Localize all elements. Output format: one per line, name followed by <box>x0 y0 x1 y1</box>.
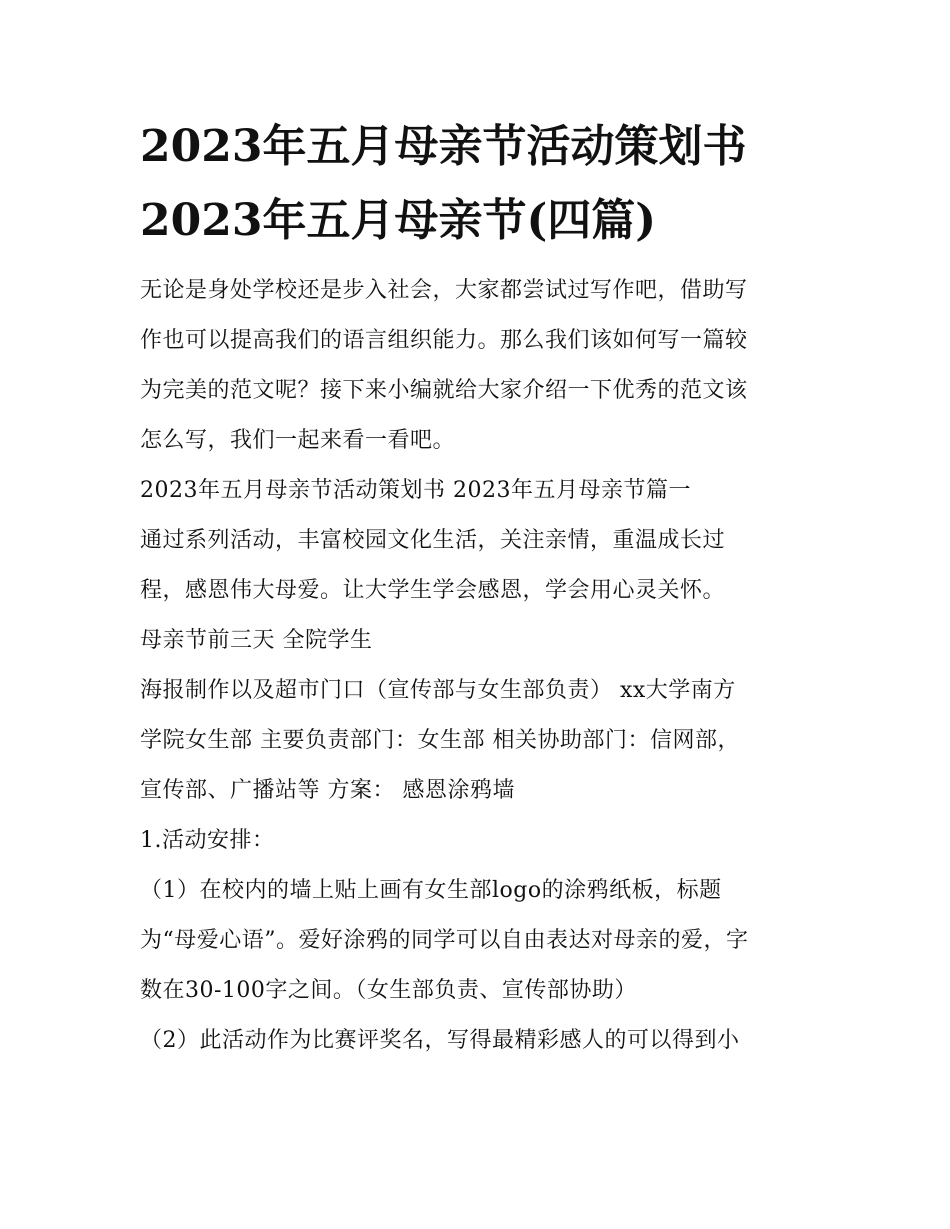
text-line: 2023年五月母亲节活动策划书 2023年五月母亲节篇一 <box>140 478 691 503</box>
text-line: 作也可以提高我们的语言组织能力。那么我们该如何写一篇较 <box>140 328 748 353</box>
time-audience-paragraph <box>140 616 820 666</box>
organizer-paragraph <box>140 666 820 816</box>
text-line: （2）此活动作为比赛评奖名，写得最精彩感人的可以得到小 <box>140 1028 740 1053</box>
text-line: 通过系列活动，丰富校园文化生活，关注亲情，重温成长过 <box>140 528 726 553</box>
arrangement-item-2 <box>140 1016 820 1066</box>
title-line-1: 2023年五月母亲节活动策划书 <box>140 121 747 172</box>
activity-arrangement-heading <box>140 816 820 866</box>
intro-paragraph <box>140 266 820 466</box>
text-line: 母亲节前三天 全院学生 <box>140 628 373 653</box>
text-line: 为完美的范文呢？接下来小编就给大家介绍一下优秀的范文该 <box>140 378 748 403</box>
text-line: 程，感恩伟大母爱。让大学生学会感恩，学会用心灵关怀。 <box>140 578 726 603</box>
document-page <box>140 110 820 1066</box>
text-line: 学院女生部 主要负责部门：女生部 相关协助部门：信网部， <box>140 728 740 753</box>
text-line: 海报制作以及超市门口（宣传部与女生部负责） xx大学南方 <box>140 678 736 703</box>
title-line-2: 2023年五月母亲节(四篇) <box>140 195 657 246</box>
text-line: 无论是身处学校还是步入社会，大家都尝试过写作吧，借助写 <box>140 278 748 303</box>
text-line: （1）在校内的墙上贴上画有女生部logo的涂鸦纸板，标题 <box>140 878 722 903</box>
purpose-paragraph <box>140 516 820 616</box>
text-line: 怎么写，我们一起来看一看吧。 <box>140 428 456 453</box>
text-line: 数在30-100字之间。（女生部负责、宣传部协助） <box>140 978 637 1003</box>
text-line: 宣传部、广播站等 方案： 感恩涂鸦墙 <box>140 778 515 803</box>
section-heading <box>140 466 820 516</box>
document-title <box>140 110 820 258</box>
text-line: 1.活动安排： <box>140 828 275 853</box>
text-line: 为“母爱心语”。爱好涂鸦的同学可以自由表达对母亲的爱，字 <box>140 928 749 953</box>
arrangement-item-1 <box>140 866 820 1016</box>
